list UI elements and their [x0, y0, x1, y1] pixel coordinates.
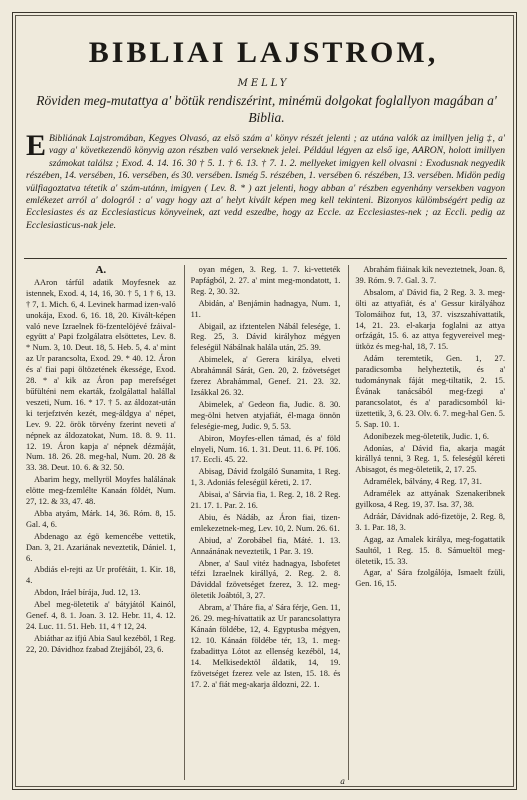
index-entry: Abdon, Iráel bírája, Jud. 12, 13.	[34, 588, 141, 598]
index-entry: Abiáthar az ifjú Abia Saul kezéböl, 1 Reg. 22, 20. Dávidhoz fzabad Ztejjából, 23, 6.	[26, 633, 176, 654]
index-entry: Adráár, Dávidnak adó-fizetöje, 2. Reg. 8, 3. 1. Par. 18, 3.	[355, 511, 506, 532]
index-entry: Abdenago az égö kemencébe vettetik, Dan. 3, 21. Azariának neveztetik, Dániel. 1, 6.	[26, 531, 176, 563]
heading-description: Röviden meg-mutattya a' bötük rendiszérint, minémü dolgokat foglallyon magában a' Biblia.	[36, 93, 497, 125]
index-column-3	[348, 265, 505, 780]
drop-cap: E	[26, 129, 47, 162]
page-subtitle: MELLY	[237, 78, 290, 89]
index-entry: Abidán, a' Benjámin hadnagya, Num. 1, 11.	[190, 298, 341, 319]
intro-paragraph	[26, 129, 505, 232]
index-entry: Abner, a' Saul vitéz hadnagya, Isbofetet téfzi Izraelnek királlyá, 2. Reg. 2. 8. Dáviddal fzövetséget fzerez, 3. 12. meg-öletetik Joábtól, 3, 27.	[190, 558, 341, 601]
index-column-1	[26, 265, 176, 780]
page-signature: a	[340, 777, 345, 786]
index-entry: Abram, a' Tháre fia, a' Sára férje, Gen. 11, 26. 29. meg-hívattatik az Ur parancsolattyra Kánaán földébe, 12, 4. Egyptusba mégyen, 12. 10. Kánaán földébe tér, 13, 1. meg-fzabadittya Lótot az ellenség kezéböl, 14, 14. Melkisedektöl áldatik, 14, 19. fzövetséget fzerez vele az Isten, 15. 18. és 17. 2. a' fiát meg-akarja áldozni, 22. 1.	[190, 603, 341, 689]
index-entry: Abigail, az ifztentelen Nábál felesége, 1. Reg. 25, 3. Dávid királyhoz mégyen feleségül Nábálnak halála után, 25. 39.	[190, 321, 341, 353]
index-entry: Abiu, és Nádáb, az Áron fiai, tizen-emlekezetnek-meg, Lev. 10, 2. Num. 26. 61.	[190, 512, 341, 533]
index-entry: Abarim hegy, mellyröl Moyfes halálának elötte meg-fzemlélte Kanaán földét, Num. 27, 12. & 33, 47. 48.	[26, 475, 176, 507]
index-entry: Abiron, Moyfes-ellen támad, és a' föld elnyeli, Num. 16. 1. 31. Deut. 11. 6. Pf. 106. 17. Eccli. 45. 22.	[190, 433, 341, 465]
index-entry: Adramélek, bálvány, 4 Reg. 17, 31.	[363, 477, 482, 487]
index-columns	[26, 265, 505, 780]
index-column-2	[184, 265, 341, 780]
index-entry: Abimelek, a' Gedeon fia, Judic. 8. 30. meg-ölni hetven atyjafiát, él-maga önnön feleségie-meg, Judic. 9, 5. 53.	[190, 399, 341, 431]
index-entry: Abdiás el-rejti az Ur profétáit, 1. Kir. 18, 4.	[26, 565, 176, 586]
index-entry: Abisai, a' Sárvia fia, 1. Reg. 2, 18. 2 Reg. 21. 17. 1. Par. 2. 16.	[190, 490, 341, 511]
index-entry: Abel meg-öletetik a' bátyjától Kainól, Genef. 4, 8. 1. Joan. 3. 12. Hebr. 11, 4. 12. 24. Luc. 11. 51. Heb. 11, 4 † 12, 24.	[26, 600, 176, 631]
index-entry: Abba atyám, Márk. 14, 36. Róm. 8, 15. Gal. 4, 6.	[26, 508, 176, 529]
page-title: BIBLIAI LAJSTROM,	[88, 36, 439, 69]
intro-text: Bibliának Lajstromában, Kegyes Olvasó, az elsö szám a' könyv részét jelenti ; az utána valók az imillyen jelig ‡, a' vagy a' következendö könyvig azon részben való verseknek jelei. Például légyen az első ige, AARON, holott imillyen számokat találsz ; Exod. 4. 14. 16. 30 † 5. 1. † 6. 13. † 7. 1. 2. mellyeket imigyen kell olvasni : Exodusnak negyedik részében, 14. versében, 16. versében, és 30. versében. Ismég 5. részében, 1. versében 6. részében, 13. versében. Midön pedig vülfiagoztatva tétetik a' szám-utánn, imigyen ( Lev. 8. * ) azt jelenti, hogy abban a' részben egyenhány versekben vagyon emlékezet arról a' dologról : a' vagy hogy azt a' helyt kivált képen meg kell tekinteni. Bizonyos külömbségért pedig az Ecclesiastes és az Ecclesiasticus könyveinek, azt vedd eszedbe, hogy az Eccle. az Ecclesiastes-nek ; az Eccli. pedig az Ecclesiasticus-nak jele.	[26, 133, 505, 231]
index-entry: Adám teremtetik, Gen. 1, 27. paradicsomba helyheztetik, és a' tudománynak fáját meg-tiltatik, 2. 15. Évának tanácsából meg-fzegi a' parancsolatot, és a' paradicsomból ki-üzettetik, 3, 6. 23. Olv. 6. 7. meg-hal Gen. 5. 5. Sap. 10. 1.	[355, 354, 506, 429]
index-entry: Adramélek az attyának Szenakeribnek gyilkosa, 4 Reg. 19, 37. Isa. 37, 38.	[355, 489, 506, 510]
index-entry: Adonibezek meg-öletetik, Judic. 1, 6.	[363, 431, 489, 441]
index-entry: AAron tárfúl adatik Moyfesnek az istennek, Exod. 4, 14, 16, 30. † 5, 1 † 6, 13. † 7, 1. Mich. 6, 4. Levinek harmad izen-való unokája, Exod. 6, 16. 18, 20. Kivált-képen való neve Izraelnek fö-fzentelöjévé fzáival-együtt a' Papi fzolgálatra elsöttetes, Lev. 8. * Num. 3, 10. Deut. 18, 5. Heb. 5, 4. a' mint az Ur parancsolta, Exod. 29. * 40. 12. Áron és a' fiai papi öltözetének ékessége, Exod. 28. * a' kik az Áron pap merefséget bűfülténi nem ekarták, fzolgálattal halállal veszeti, Num. 16. * 17. † 5. az áldozat-után ki terjefztvén kezét, meg-áldgya a' népet, Lev. 9. 22. örök törvény fzerint neveti a' népnek az áldozatokat, Num. 18. 8. 9. 11. 12. 19. Áron kapja a' népnek dézmáját, Num. 18. 26. 28. meg-hal, Num. 20. 28 & 33. 38. Deut. 10. 6. & 32. 50.	[26, 277, 176, 473]
index-entry: oyan mégen, 3. Reg. 1. 7. ki-vetteték Papfágból, 2. 27. a' mint meg-mondatott, 1. Reg. 2, 30. 32.	[190, 265, 341, 296]
index-entry: Agag, az Amalek királya, meg-fogattatik Saultól, 1 Reg. 15. 8. Sámueltöl meg-öletetik, 15. 33.	[355, 534, 506, 566]
index-entry: Adonías, a' Dávid fia, akarja magát királlyá tenni, 3 Reg. 1, 5. feleségül kéreti Abisagot, és meg-öletetik, 2, 17. 25.	[355, 443, 506, 475]
section-letter: A.	[95, 265, 107, 276]
index-entry: Abimelek, a' Gerera királya, elveti Abrahámnál Sárát, Gen. 20, 2. fzövetséget fzerez Abrahámmal, Genef. 21. 23. 32. Izsákkal 26. 32.	[190, 355, 341, 397]
index-entry: Absalom, a' Dávid fia, 2 Reg. 3. 3. meg-ölti az attyafiát, és a' Gessur királyához Tolomáihoz fut, 13, 37. viszszahívattatik, 14, 21. 23. el-akarja foglalni az attya orfzágát, 15. 6. az attya fegyvereivel meg-ütköz és meg-hal, 18, 7. 15.	[355, 287, 506, 352]
index-entry: Agar, a' Sára fzolgálója, Ismaelt fzüli, Gen. 16, 15.	[355, 568, 506, 589]
index-entry: Abisag, Dávid fzolgáló Sunamita, 1 Reg. 1, 3. Adoniás feleségül kéreti, 2. 17.	[190, 467, 341, 488]
index-entry: Abrahám fiáinak kik neveztetnek, Joan. 8, 39. Róm. 9. 7. Gal. 3. 7.	[355, 265, 506, 285]
index-entry: Abiud, a' Zorobábel fia, Máté. 1. 13. Annaánának neveztetik, 1 Par. 3. 19.	[190, 535, 341, 556]
section-divider	[24, 258, 507, 259]
